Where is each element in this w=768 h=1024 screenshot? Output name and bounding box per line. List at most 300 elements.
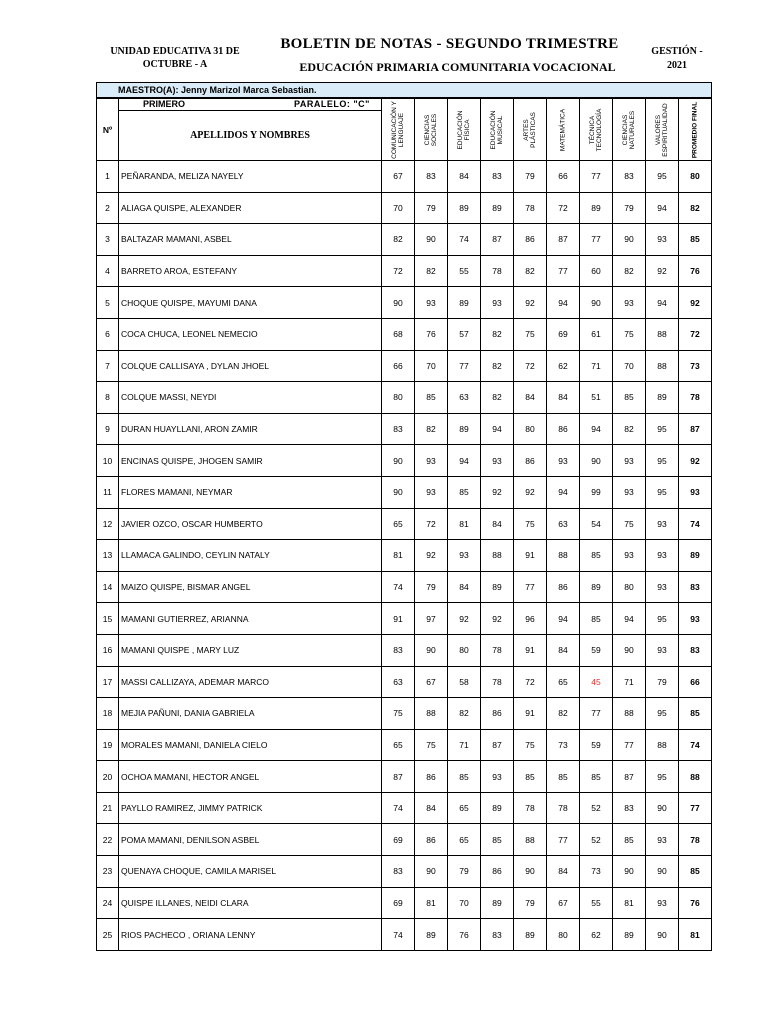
grade-cell: 85 (415, 382, 448, 414)
grade-cell: 89 (580, 192, 613, 224)
final-average-cell: 66 (679, 666, 712, 698)
grade-cell: 77 (547, 824, 580, 856)
grade-cell: 89 (448, 413, 481, 445)
grade-cell: 82 (481, 350, 514, 382)
grade-cell: 88 (613, 698, 646, 730)
grade-cell: 83 (382, 413, 415, 445)
grade-cell: 84 (448, 571, 481, 603)
grade-cell: 93 (646, 224, 679, 256)
student-number: 7 (97, 350, 119, 382)
subject-header-label: CIENCIAS NATURALES (622, 110, 636, 149)
grade-cell: 75 (613, 508, 646, 540)
paralelo: PARALELO: "C" (294, 99, 370, 109)
grade-cell: 82 (514, 255, 547, 287)
grade-cell: 82 (613, 413, 646, 445)
final-average-cell: 74 (679, 729, 712, 761)
grade-cell: 90 (646, 792, 679, 824)
grade-cell: 62 (547, 350, 580, 382)
student-number: 5 (97, 287, 119, 319)
grade-cell: 90 (415, 856, 448, 888)
student-name: JAVIER OZCO, OSCAR HUMBERTO (119, 508, 382, 540)
student-name: LLAMACA GALINDO, CEYLIN NATALY (119, 540, 382, 572)
grade-cell: 82 (382, 224, 415, 256)
grade-cell: 65 (547, 666, 580, 698)
grade-cell: 72 (415, 508, 448, 540)
student-name: ENCINAS QUISPE, JHOGEN SAMIR (119, 445, 382, 477)
grade-cell: 78 (514, 192, 547, 224)
student-number: 1 (97, 161, 119, 193)
grade-cell: 72 (547, 192, 580, 224)
table-row (97, 540, 712, 572)
grade-cell: 71 (613, 666, 646, 698)
table-row (97, 255, 712, 287)
grade-cell: 78 (481, 666, 514, 698)
grade-cell: 93 (646, 887, 679, 919)
subject-header-valores (646, 99, 679, 161)
grade-cell: 81 (613, 887, 646, 919)
grade-cell: 76 (448, 919, 481, 951)
grade-cell: 85 (580, 603, 613, 635)
grade-cell: 89 (448, 192, 481, 224)
final-average-cell: 92 (679, 287, 712, 319)
grade-cell: 78 (481, 634, 514, 666)
final-average-cell: 88 (679, 761, 712, 793)
grade-cell: 82 (613, 255, 646, 287)
school-name (100, 45, 250, 71)
grade-cell: 65 (448, 824, 481, 856)
grade-cell: 79 (514, 161, 547, 193)
subject-header-label: COMUNICACIÓN Y LENGUAJE (391, 100, 405, 159)
grade-cell: 89 (514, 919, 547, 951)
table-header-row (97, 99, 712, 161)
final-average-cell: 82 (679, 192, 712, 224)
student-number: 25 (97, 919, 119, 951)
gestion-label (642, 45, 712, 73)
number-column-header: Nº (97, 99, 119, 161)
school-name-line2: OCTUBRE - A (142, 59, 208, 70)
table-row (97, 824, 712, 856)
grade-cell: 83 (382, 634, 415, 666)
student-number: 8 (97, 382, 119, 414)
grade-cell: 74 (448, 224, 481, 256)
grade-cell: 77 (613, 729, 646, 761)
names-column-header (119, 99, 382, 161)
table-row (97, 571, 712, 603)
student-number: 4 (97, 255, 119, 287)
grade-cell: 85 (613, 382, 646, 414)
subject-header-matematica (547, 99, 580, 161)
student-name: MAMANI GUTIERREZ, ARIANNA (119, 603, 382, 635)
table-row (97, 413, 712, 445)
final-average-cell: 78 (679, 382, 712, 414)
grade-cell: 95 (646, 413, 679, 445)
grade-cell: 90 (514, 856, 547, 888)
subject-header-label: EDUCACIÓN FÍSICA (457, 110, 471, 150)
table-row (97, 761, 712, 793)
grade-cell: 65 (382, 508, 415, 540)
grade-cell: 85 (481, 824, 514, 856)
grade-cell: 92 (646, 255, 679, 287)
grade-cell: 88 (646, 350, 679, 382)
student-name: COLQUE CALLISAYA , DYLAN JHOEL (119, 350, 382, 382)
grade-cell: 85 (580, 540, 613, 572)
final-average-cell: 83 (679, 634, 712, 666)
grade-cell: 81 (382, 540, 415, 572)
grade-cell: 65 (382, 729, 415, 761)
subject-header-sociales (415, 99, 448, 161)
grade-cell: 84 (547, 634, 580, 666)
grade-cell: 88 (481, 540, 514, 572)
grade-cell: 74 (382, 792, 415, 824)
grade-cell: 93 (481, 445, 514, 477)
grade-cell: 55 (448, 255, 481, 287)
grade-cell: 77 (448, 350, 481, 382)
grade-cell: 86 (547, 571, 580, 603)
grade-cell: 72 (382, 255, 415, 287)
grade-cell: 93 (415, 445, 448, 477)
grade-cell: 86 (547, 413, 580, 445)
student-number: 2 (97, 192, 119, 224)
grade-cell: 93 (646, 540, 679, 572)
grade-cell: 85 (580, 761, 613, 793)
student-name: BARRETO AROA, ESTEFANY (119, 255, 382, 287)
grade-cell: 95 (646, 603, 679, 635)
grade-cell: 83 (613, 161, 646, 193)
grade-cell: 87 (613, 761, 646, 793)
grade-cell: 82 (415, 413, 448, 445)
grade-cell: 75 (415, 729, 448, 761)
grade-cell: 83 (382, 856, 415, 888)
grade-cell: 88 (514, 824, 547, 856)
final-average-cell: 81 (679, 919, 712, 951)
final-average-cell: 93 (679, 603, 712, 635)
grade-cell: 89 (481, 192, 514, 224)
page-title: BOLETIN DE NOTAS - SEGUNDO TRIMESTRE (280, 36, 619, 52)
grade-cell: 79 (514, 887, 547, 919)
student-number: 18 (97, 698, 119, 730)
student-name: BALTAZAR MAMANI, ASBEL (119, 224, 382, 256)
grade-cell: 52 (580, 792, 613, 824)
grade-cell: 89 (415, 919, 448, 951)
grade-cell: 78 (547, 792, 580, 824)
grade-cell: 66 (547, 161, 580, 193)
teacher-name: MAESTRO(A): Jenny Marizol Marca Sebastian. (118, 85, 317, 95)
grade-cell: 91 (514, 698, 547, 730)
table-row (97, 919, 712, 951)
grade-cell: 75 (514, 318, 547, 350)
grade-cell: 82 (415, 255, 448, 287)
student-name: ALIAGA QUISPE, ALEXANDER (119, 192, 382, 224)
grade-cell: 89 (646, 382, 679, 414)
grade-cell: 94 (613, 603, 646, 635)
student-number: 22 (97, 824, 119, 856)
grade-cell: 77 (580, 224, 613, 256)
grade-cell: 63 (448, 382, 481, 414)
grade-cell: 93 (613, 476, 646, 508)
grade-cell: 45 (580, 666, 613, 698)
student-number: 10 (97, 445, 119, 477)
grade-cell: 74 (382, 919, 415, 951)
grade-cell: 83 (481, 161, 514, 193)
subject-header-comunicacion (382, 99, 415, 161)
grade-cell: 90 (613, 634, 646, 666)
table-row (97, 887, 712, 919)
table-row (97, 508, 712, 540)
grade-cell: 93 (646, 571, 679, 603)
grade-cell: 85 (448, 476, 481, 508)
student-number: 15 (97, 603, 119, 635)
grade-cell: 59 (580, 634, 613, 666)
grade-cell: 67 (382, 161, 415, 193)
grade-cell: 70 (415, 350, 448, 382)
grade-cell: 81 (448, 508, 481, 540)
grade-cell: 93 (613, 540, 646, 572)
grade-cell: 61 (580, 318, 613, 350)
grades-table (96, 98, 712, 951)
grade-cell: 90 (382, 476, 415, 508)
student-name: RIOS PACHECO , ORIANA LENNY (119, 919, 382, 951)
grade-cell: 94 (580, 413, 613, 445)
gestion-label-text: GESTIÓN - (651, 46, 703, 57)
subject-header-tecnica (580, 99, 613, 161)
grade-cell: 88 (547, 540, 580, 572)
grade-cell: 93 (415, 287, 448, 319)
student-name: COCA CHUCA, LEONEL NEMECIO (119, 318, 382, 350)
grade-cell: 90 (646, 919, 679, 951)
final-average-cell: 85 (679, 224, 712, 256)
final-average-cell: 89 (679, 540, 712, 572)
student-number: 23 (97, 856, 119, 888)
grade-cell: 93 (481, 761, 514, 793)
student-name: FLORES MAMANI, NEYMAR (119, 476, 382, 508)
grade-cell: 84 (514, 382, 547, 414)
student-name: MASSI CALLIZAYA, ADEMAR MARCO (119, 666, 382, 698)
final-average-cell: 76 (679, 887, 712, 919)
grade-cell: 92 (415, 540, 448, 572)
student-name: MAIZO QUISPE, BISMAR ANGEL (119, 571, 382, 603)
final-average-cell: 74 (679, 508, 712, 540)
table-row (97, 224, 712, 256)
grade-cell: 75 (382, 698, 415, 730)
grade-cell: 85 (547, 761, 580, 793)
student-number: 6 (97, 318, 119, 350)
grade-cell: 55 (580, 887, 613, 919)
student-name: MORALES MAMANI, DANIELA CIELO (119, 729, 382, 761)
grade-cell: 92 (481, 603, 514, 635)
table-row (97, 666, 712, 698)
teacher-bar (96, 82, 712, 98)
grade-cell: 77 (580, 698, 613, 730)
grade-cell: 90 (613, 856, 646, 888)
grade-cell: 86 (481, 856, 514, 888)
grade-cell: 54 (580, 508, 613, 540)
grade-cell: 70 (382, 192, 415, 224)
grade-cell: 80 (382, 382, 415, 414)
grade-cell: 69 (547, 318, 580, 350)
grade-cell: 77 (514, 571, 547, 603)
grade-cell: 90 (580, 445, 613, 477)
grade-cell: 80 (547, 919, 580, 951)
page-subtitle: EDUCACIÓN PRIMARIA COMUNITARIA VOCACIONAL (299, 60, 616, 74)
names-column-label: APELLIDOS Y NOMBRES (190, 130, 310, 141)
student-number: 24 (97, 887, 119, 919)
grade-level: PRIMERO (143, 99, 186, 109)
table-row (97, 350, 712, 382)
subject-header-label: PROMEDIO FINAL (691, 101, 699, 158)
grade-cell: 89 (481, 887, 514, 919)
grade-cell: 71 (580, 350, 613, 382)
grade-cell: 60 (580, 255, 613, 287)
subject-header-label: ARTES PLÁSTICAS (523, 111, 537, 148)
grade-cell: 88 (646, 729, 679, 761)
grade-cell: 95 (646, 161, 679, 193)
grade-cell: 86 (481, 698, 514, 730)
grade-cell: 65 (448, 792, 481, 824)
grade-cell: 90 (415, 224, 448, 256)
grade-cell: 66 (382, 350, 415, 382)
table-row (97, 192, 712, 224)
grade-cell: 72 (514, 666, 547, 698)
grade-cell: 82 (547, 698, 580, 730)
grade-cell: 94 (547, 287, 580, 319)
student-number: 13 (97, 540, 119, 572)
grade-cell: 89 (481, 571, 514, 603)
subject-header-label: CIENCIAS SOCIALES (424, 113, 438, 146)
table-row (97, 476, 712, 508)
grade-cell: 71 (448, 729, 481, 761)
grade-cell: 92 (514, 476, 547, 508)
grade-cell: 86 (514, 445, 547, 477)
grade-cell: 73 (547, 729, 580, 761)
grade-cell: 72 (514, 350, 547, 382)
grade-cell: 85 (448, 761, 481, 793)
table-row (97, 161, 712, 193)
student-name: PAYLLO RAMIREZ, JIMMY PATRICK (119, 792, 382, 824)
grade-cell: 91 (514, 540, 547, 572)
grade-cell: 95 (646, 698, 679, 730)
table-row (97, 382, 712, 414)
grade-cell: 52 (580, 824, 613, 856)
table-row (97, 318, 712, 350)
grade-cell: 86 (415, 761, 448, 793)
final-average-cell: 78 (679, 824, 712, 856)
grade-cell: 87 (382, 761, 415, 793)
grade-cell: 82 (481, 318, 514, 350)
grade-cell: 89 (580, 571, 613, 603)
grade-cell: 77 (547, 255, 580, 287)
grade-cell: 86 (514, 224, 547, 256)
final-average-cell: 93 (679, 476, 712, 508)
grade-cell: 85 (613, 824, 646, 856)
grade-cell: 75 (514, 729, 547, 761)
subject-header-ed-musical (481, 99, 514, 161)
final-average-cell: 76 (679, 255, 712, 287)
student-number: 17 (97, 666, 119, 698)
student-number: 12 (97, 508, 119, 540)
final-average-cell: 73 (679, 350, 712, 382)
grade-cell: 89 (448, 287, 481, 319)
grade-cell: 95 (646, 445, 679, 477)
grade-cell: 93 (646, 634, 679, 666)
grade-cell: 90 (415, 634, 448, 666)
student-name: DURAN HUAYLLANI, ARON ZAMIR (119, 413, 382, 445)
grade-cell: 87 (481, 729, 514, 761)
student-name: OCHOA MAMANI, HECTOR ANGEL (119, 761, 382, 793)
grade-cell: 75 (514, 508, 547, 540)
grade-cell: 97 (415, 603, 448, 635)
grade-cell: 70 (613, 350, 646, 382)
subject-header-artes (514, 99, 547, 161)
grade-cell: 92 (448, 603, 481, 635)
grade-cell: 89 (481, 792, 514, 824)
grade-cell: 84 (481, 508, 514, 540)
student-name: PEÑARANDA, MELIZA NAYELY (119, 161, 382, 193)
grade-cell: 69 (382, 824, 415, 856)
grade-cell: 88 (415, 698, 448, 730)
grade-cell: 95 (646, 476, 679, 508)
grade-cell: 84 (415, 792, 448, 824)
grade-cell: 94 (448, 445, 481, 477)
grade-cell: 67 (547, 887, 580, 919)
student-number: 21 (97, 792, 119, 824)
grade-cell: 94 (646, 192, 679, 224)
grade-cell: 93 (547, 445, 580, 477)
grade-cell: 82 (481, 382, 514, 414)
grade-cell: 83 (415, 161, 448, 193)
student-name: COLQUE MASSI, NEYDI (119, 382, 382, 414)
student-number: 19 (97, 729, 119, 761)
grade-cell: 57 (448, 318, 481, 350)
subject-header-label: VALORES ESPIRITUALIDAD (655, 102, 669, 157)
grade-cell: 76 (415, 318, 448, 350)
student-number: 20 (97, 761, 119, 793)
grade-cell: 93 (613, 287, 646, 319)
grade-cell: 94 (547, 476, 580, 508)
table-row (97, 603, 712, 635)
grade-cell: 94 (646, 287, 679, 319)
student-number: 16 (97, 634, 119, 666)
grade-cell: 84 (547, 856, 580, 888)
grade-cell: 79 (646, 666, 679, 698)
grade-cell: 90 (382, 445, 415, 477)
table-row (97, 698, 712, 730)
grade-cell: 84 (547, 382, 580, 414)
grade-cell: 62 (580, 919, 613, 951)
grade-cell: 93 (613, 445, 646, 477)
student-name: MAMANI QUISPE , MARY LUZ (119, 634, 382, 666)
grade-cell: 73 (580, 856, 613, 888)
grade-cell: 79 (613, 192, 646, 224)
table-row (97, 792, 712, 824)
grade-cell: 95 (646, 761, 679, 793)
grade-cell: 83 (613, 792, 646, 824)
gestion-year: 2021 (667, 60, 687, 71)
student-name: MEJIA PAÑUNI, DANIA GABRIELA (119, 698, 382, 730)
final-average-header (679, 99, 712, 161)
school-name-line1: UNIDAD EDUCATIVA 31 DE (110, 46, 240, 57)
grade-cell: 84 (448, 161, 481, 193)
final-average-cell: 85 (679, 698, 712, 730)
table-row (97, 287, 712, 319)
grade-cell: 90 (646, 856, 679, 888)
grade-cell: 90 (382, 287, 415, 319)
grade-cell: 63 (547, 508, 580, 540)
final-average-cell: 83 (679, 571, 712, 603)
grade-cell: 87 (547, 224, 580, 256)
grade-cell: 88 (646, 318, 679, 350)
grade-cell: 87 (481, 224, 514, 256)
grade-cell: 51 (580, 382, 613, 414)
